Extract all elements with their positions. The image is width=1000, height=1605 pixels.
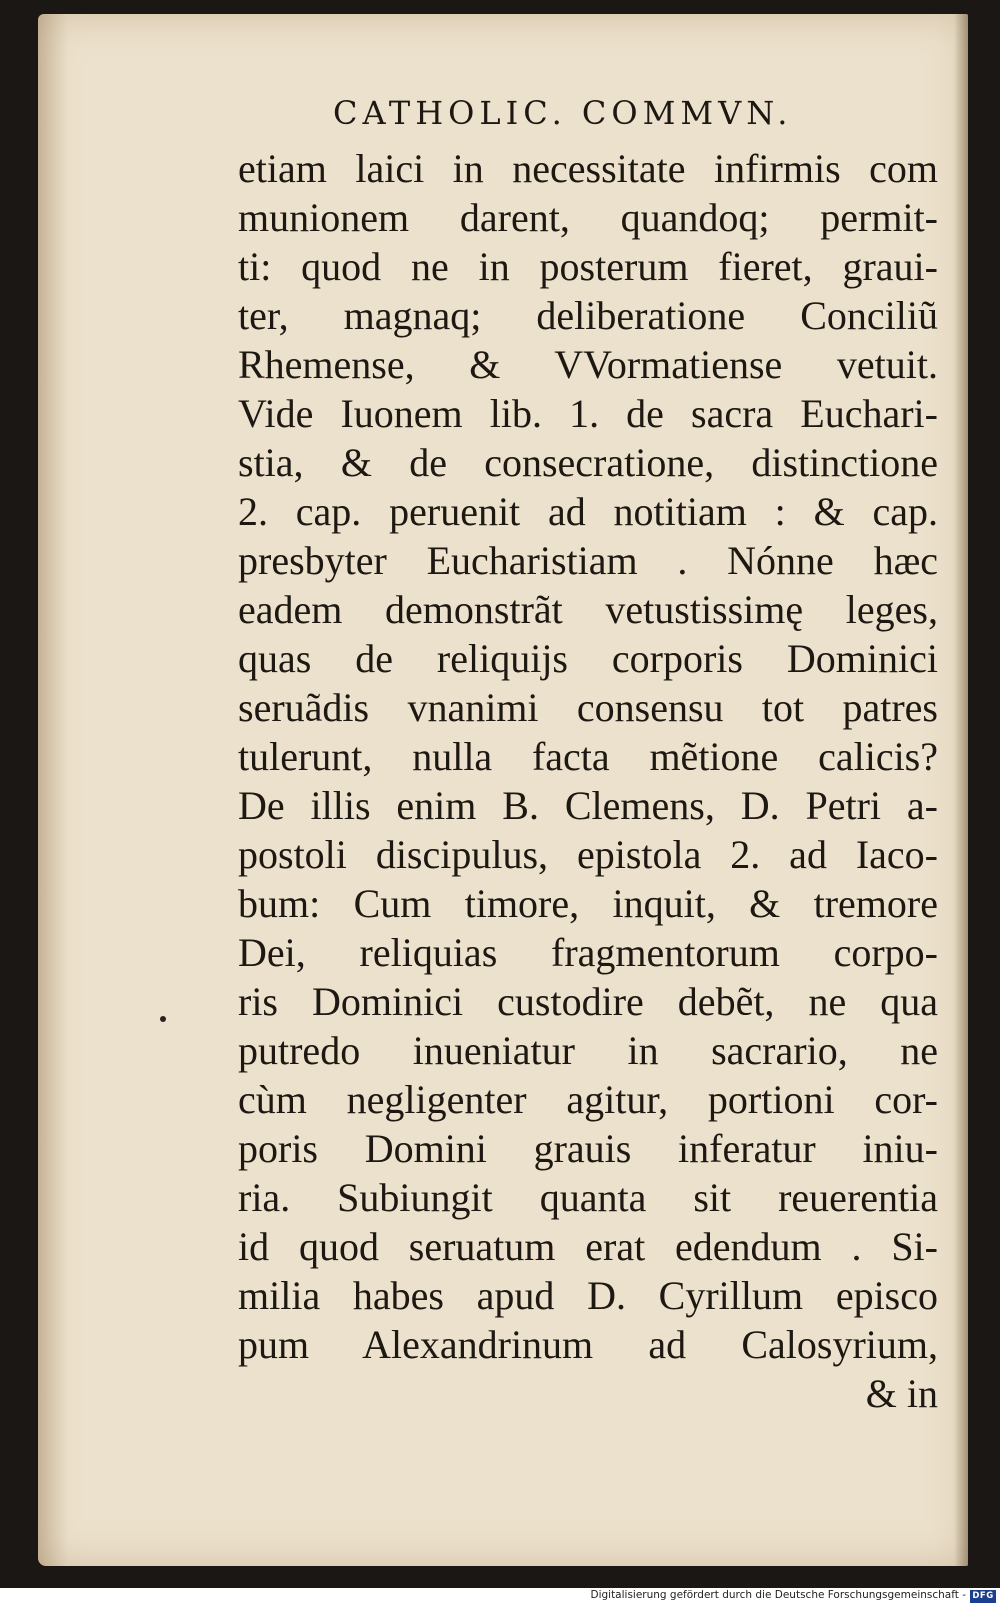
text-line: presbyter Eucharistiam . Nónne hæc [238,538,938,583]
text-line: pum Alexandrinum ad Calosyrium, [238,1322,938,1367]
text-line: De illis enim B. Clemens, D. Petri a- [238,783,938,828]
text-line: etiam laici in necessitate infirmis com [238,146,938,191]
text-line: stia, & de consecratione, distinctione [238,440,938,485]
text-line: ria. Subiungit quanta sit reuerentia [238,1175,938,1220]
text-line: ter, magnaq; deliberatione Conciliũ [238,293,938,338]
text-line: seruãdis vnanimi consensu tot patres [238,685,938,730]
text-line: ris Dominici custodire debẽt, ne qua [238,979,938,1024]
dfg-logo: DFG [970,1590,996,1603]
text-line: munionem darent, quandoq; permit- [238,195,938,240]
text-block [238,144,938,1418]
footer-credit: Digitalisierung gefördert durch die Deutsche Forschungsgemeinschaft - [590,1589,966,1601]
text-line: Rhemense, & VVormatiense vetuit. [238,342,938,387]
book-page [38,14,968,1566]
text-line: tulerunt, nulla facta mẽtione calicis? [238,734,938,779]
text-line: 2. cap. peruenit ad notitiam : & cap. [238,489,938,534]
text-line: putredo inueniatur in sacrario, ne [238,1028,938,1073]
text-line: quas de reliquijs corporis Dominici [238,636,938,681]
margin-mark [160,1016,166,1022]
text-line: ti: quod ne in posterum fieret, graui- [238,244,938,289]
text-line: bum: Cum timore, inquit, & tremore [238,881,938,926]
text-line: Vide Iuonem lib. 1. de sacra Euchari- [238,391,938,436]
running-head: CATHOLIC. COMMVN. [333,94,793,132]
text-line: eadem demonstrãt vetustissimę leges, [238,587,938,632]
text-line: milia habes apud D. Cyrillum episco [238,1273,938,1318]
text-line: poris Domini grauis inferatur iniu- [238,1126,938,1171]
text-line: postoli discipulus, epistola 2. ad Iaco- [238,832,938,877]
text-line: cùm negligenter agitur, portioni cor- [238,1077,938,1122]
catchword: & in [865,1371,938,1416]
text-line: Dei, reliquias fragmentorum corpo- [238,930,938,975]
text-line: id quod seruatum erat edendum . Si- [238,1224,938,1269]
